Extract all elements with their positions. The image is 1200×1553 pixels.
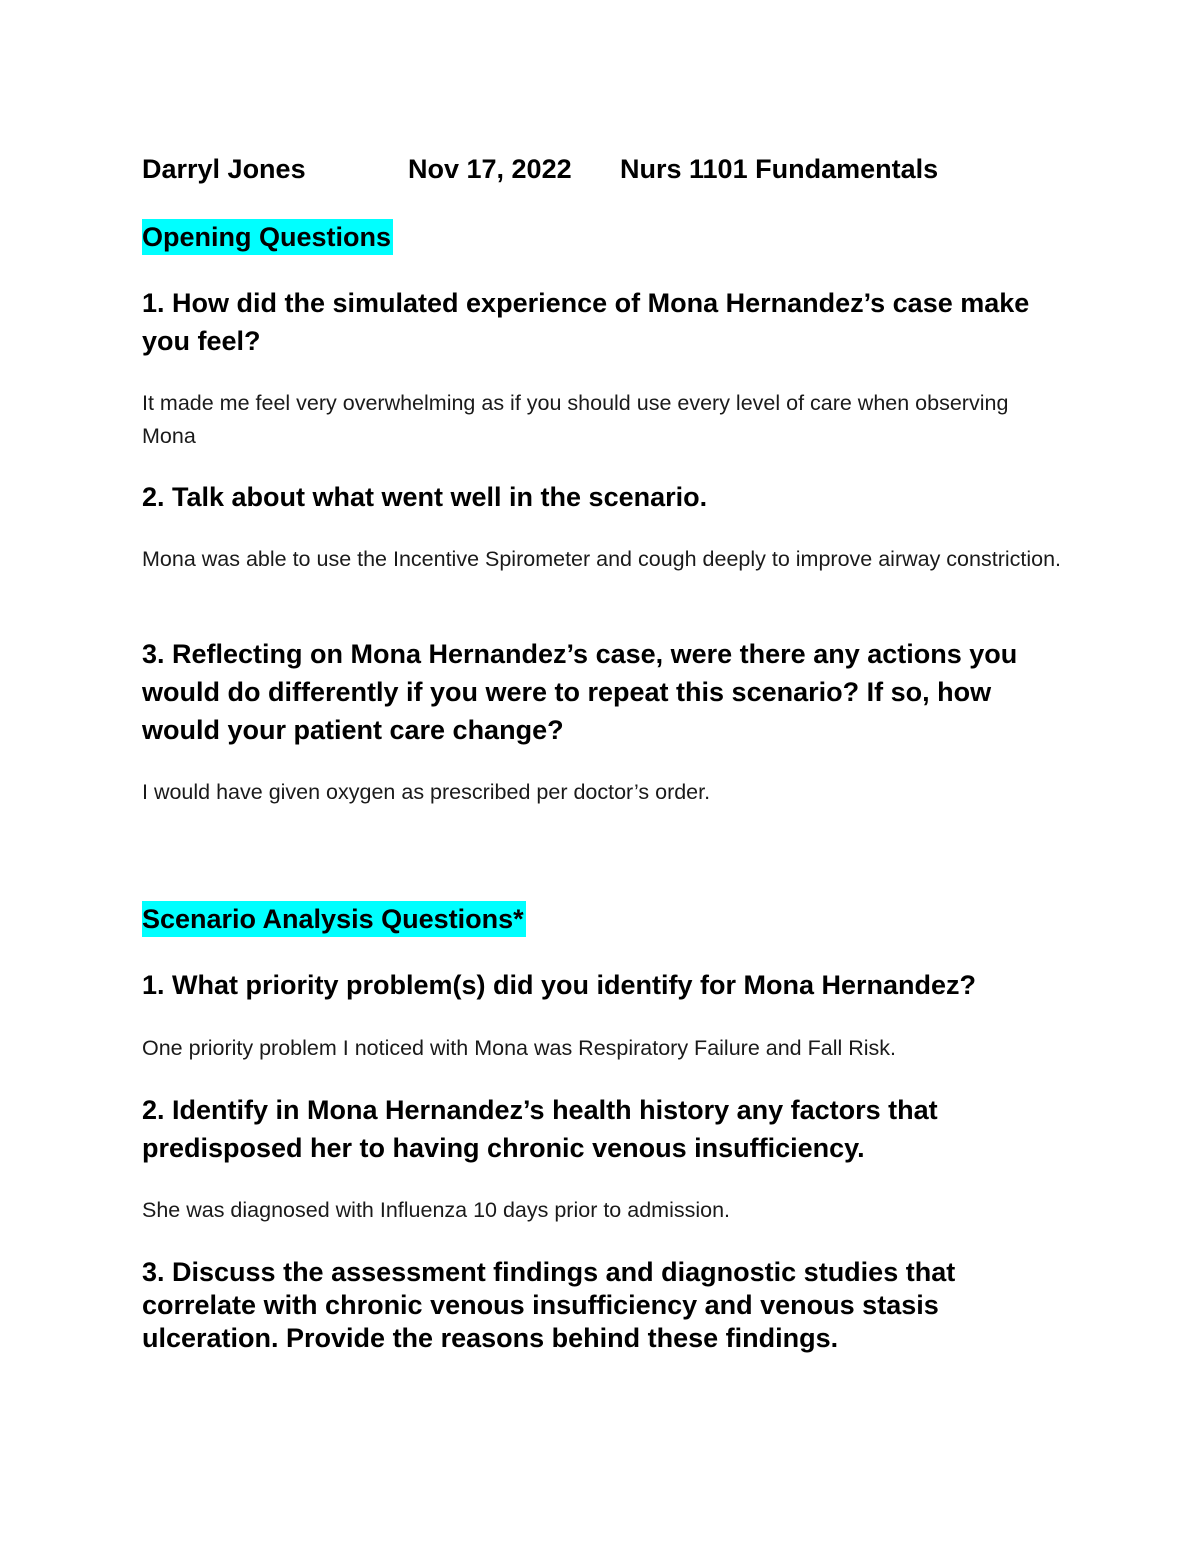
- student-name: Darryl Jones: [142, 154, 306, 184]
- section-title-opening: Opening Questions: [142, 219, 393, 255]
- opening-answer-2: Mona was able to use the Incentive Spirometer and cough deeply to improve airway constriction.: [142, 547, 1062, 571]
- scenario-question-2: 2. Identify in Mona Hernandez’s health history any factors that predisposed her to having chronic venous insufficiency.: [142, 1095, 938, 1163]
- opening-question-3: 3. Reflecting on Mona Hernandez’s case, were there any actions you would do differently if you were to repeat this scenario? If so, how would your patient care change?: [142, 639, 1018, 745]
- scenario-answer-2: She was diagnosed with Influenza 10 days prior to admission.: [142, 1198, 731, 1222]
- opening-question-2: 2. Talk about what went well in the scenario.: [142, 482, 708, 512]
- scenario-question-3: 3. Discuss the assessment findings and diagnostic studies that correlate with chronic venous insufficiency and venous stasis ulceration. Provide the reasons behind these findings.: [142, 1257, 956, 1353]
- opening-question-1: 1. How did the simulated experience of Mona Hernandez’s case make you feel?: [142, 288, 1030, 356]
- scenario-answer-1: One priority problem I noticed with Mona was Respiratory Failure and Fall Risk.: [142, 1036, 896, 1060]
- document-header: [142, 154, 1062, 190]
- opening-answer-1: It made me feel very overwhelming as if you should use every level of care when observing Mona: [142, 391, 1009, 448]
- section-title-scenario: Scenario Analysis Questions*: [142, 901, 526, 937]
- scenario-question-1: 1. What priority problem(s) did you identify for Mona Hernandez?: [142, 970, 977, 1000]
- course-name: Nurs 1101 Fundamentals: [620, 154, 939, 184]
- opening-answer-3: I would have given oxygen as prescribed per doctor’s order.: [142, 780, 711, 804]
- document-date: Nov 17, 2022: [408, 154, 572, 184]
